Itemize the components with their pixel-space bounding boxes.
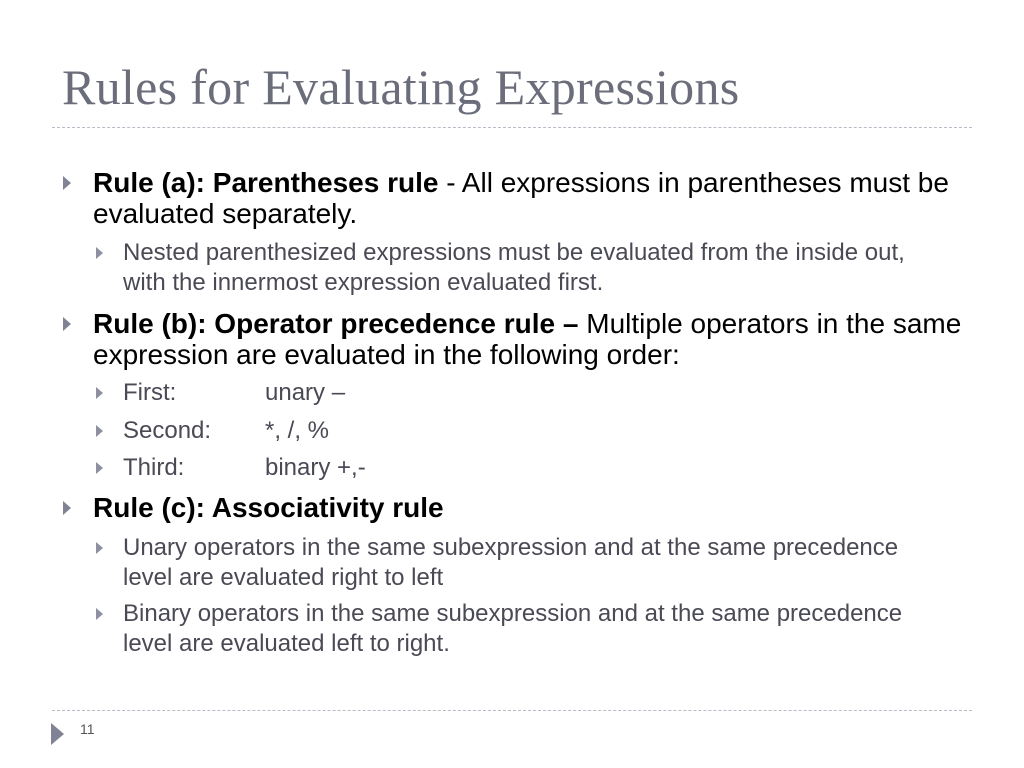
rule-c-subitem-unary <box>123 533 953 593</box>
page-number: 11 <box>80 721 95 737</box>
order-first-key: First: <box>123 379 177 406</box>
sub-bullet-arrow-icon <box>96 542 103 554</box>
rule-c-subitem-unary-text: Unary operators in the same subexpression and at the same precedence level are evaluated right to left <box>123 534 899 591</box>
rule-a-text: - All expressions in parentheses must be evaluated separately. <box>93 167 949 229</box>
sub-bullet-arrow-icon <box>96 247 103 259</box>
bullet-arrow-icon <box>63 317 71 331</box>
rule-c <box>93 492 963 523</box>
rule-a-subitem-text: Nested parenthesized expressions must be evaluated from the inside out, with the innermost expression evaluated first. <box>123 239 905 296</box>
sub-bullet-arrow-icon <box>96 608 103 620</box>
bullet-arrow-icon <box>63 501 71 515</box>
rule-c-heading: Rule (c): Associativity rule <box>93 492 444 523</box>
slide-title: Rules for Evaluating Expressions <box>62 59 740 115</box>
bullet-arrow-icon <box>63 176 71 190</box>
order-first-value: unary – <box>265 379 346 406</box>
rule-b-text: Multiple operators in the same expression are evaluated in the following order: <box>93 308 962 370</box>
rule-c-subitem-binary-text: Binary operators in the same subexpression and at the same precedence level are evaluated left to right. <box>123 600 903 657</box>
rule-a-subitem <box>123 238 953 298</box>
sub-bullet-arrow-icon <box>96 387 103 399</box>
order-third-key: Third: <box>123 454 185 481</box>
footer-arrow-icon <box>51 723 64 745</box>
order-third <box>123 453 953 483</box>
order-second-key: Second: <box>123 417 212 444</box>
order-third-value: binary +,- <box>265 454 366 481</box>
rule-a-heading: Rule (a): Parentheses rule <box>93 167 439 198</box>
rule-c-subitem-binary <box>123 599 953 659</box>
rule-a <box>93 167 963 229</box>
order-second-value: *, /, % <box>265 417 330 444</box>
order-first <box>123 378 953 408</box>
sub-bullet-arrow-icon <box>96 462 103 474</box>
rule-b-heading: Rule (b): Operator precedence rule – <box>93 308 579 339</box>
order-second <box>123 416 953 446</box>
title-divider <box>52 127 972 128</box>
sub-bullet-arrow-icon <box>96 425 103 437</box>
rule-b <box>93 308 963 370</box>
footer-divider <box>52 710 972 711</box>
